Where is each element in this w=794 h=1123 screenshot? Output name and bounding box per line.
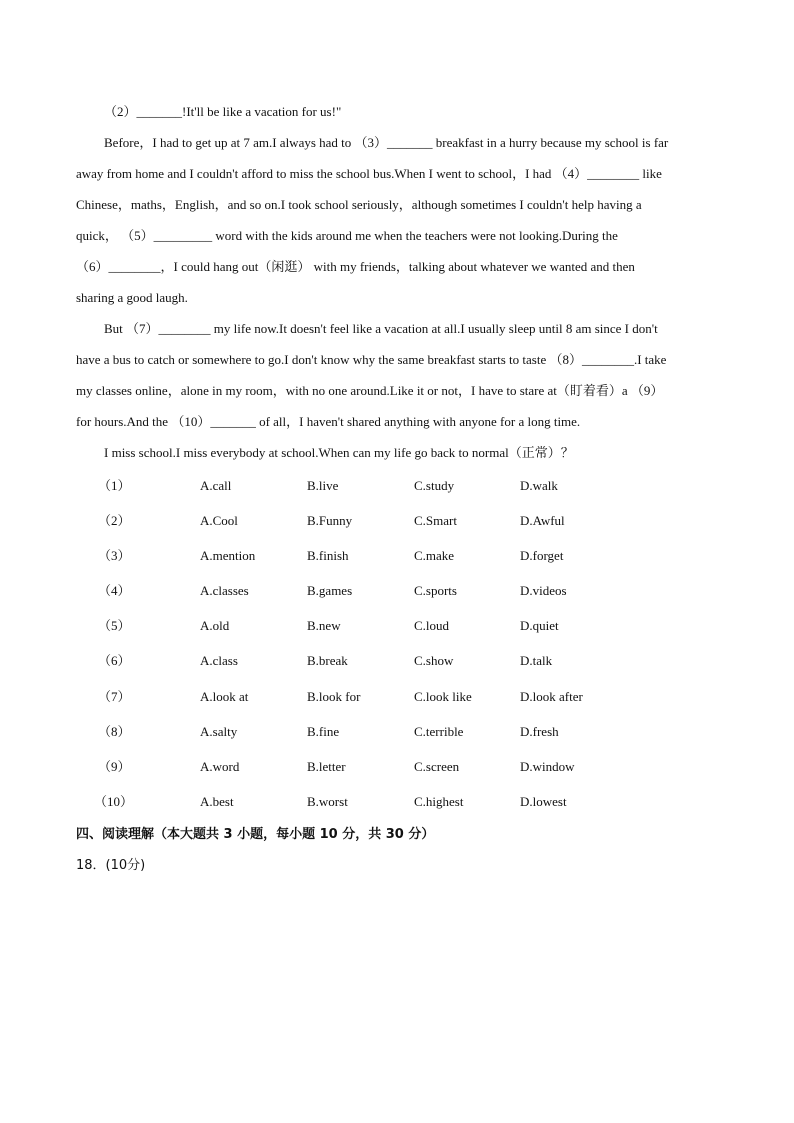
exam-page [76,96,719,881]
option-a[interactable]: A.word [200,758,240,774]
option-c[interactable]: C.study [414,478,455,493]
option-c[interactable]: C.sports [414,583,457,599]
passage-line: quick， （5）_________ word with the kids around me when the teachers were not looking.During the [76,228,618,243]
option-c[interactable]: C.Smart [414,513,457,529]
option-row [76,784,719,819]
passage-line: Chinese，maths，English，and so on.I took school seriously，although sometimes I couldn't help having a [76,197,642,212]
option-b[interactable]: B.fine [307,723,340,739]
question-number: （5） [98,618,131,634]
option-d[interactable]: D.walk [520,478,558,493]
option-a[interactable]: A.class [200,653,238,669]
option-d[interactable]: D.window [520,758,575,774]
option-c[interactable]: C.terrible [414,723,464,739]
passage-line: sharing a good laugh. [76,290,188,305]
passage-line: my classes online，alone in my room，with no one around.Like it or not，I have to stare at（盯着看）a （9） [76,383,664,398]
option-b[interactable]: B.break [307,653,348,669]
question-number: （9） [98,758,131,774]
option-d[interactable]: D.quiet [520,618,559,634]
passage-line: have a bus to catch or somewhere to go.I don't know why the same breakfast starts to taste （8）________.I take [76,352,667,367]
option-d[interactable]: D.videos [520,583,567,599]
option-row [76,679,719,714]
option-row [76,608,719,643]
option-b[interactable]: B.games [307,583,353,599]
option-d[interactable]: D.talk [520,653,553,669]
passage-line: Before，I had to get up at 7 am.I always had to （3）_______ breakfast in a hurry because my school is far [104,135,669,150]
option-row [76,538,719,573]
option-b[interactable]: B.Funny [307,513,353,529]
option-d[interactable]: D.fresh [520,723,559,739]
passage-line: away from home and I couldn't afford to miss the school bus.When I went to school，I had （4）________ like [76,166,662,181]
option-b[interactable]: B.worst [307,793,348,809]
option-d[interactable]: D.lowest [520,793,567,809]
option-row [76,573,719,608]
option-b[interactable]: B.finish [307,548,349,564]
passage-paragraph-1: （2）_______!It'll be like a vacation for us!" [104,104,342,119]
passage-paragraph-3 [76,313,719,437]
options-table [76,468,719,819]
option-row [76,714,719,749]
option-a[interactable]: A.Cool [200,513,238,529]
option-a[interactable]: A.salty [200,723,238,739]
option-c[interactable]: C.make [414,548,455,564]
option-row [76,643,719,678]
question-number: （8） [98,723,131,739]
option-row [76,749,719,784]
option-row [76,468,719,503]
option-c[interactable]: C.highest [414,793,464,809]
option-a[interactable]: A.old [200,618,230,634]
option-c[interactable]: C.loud [414,618,450,634]
option-row [76,503,719,538]
option-c[interactable]: C.screen [414,758,460,774]
option-b[interactable]: B.live [307,478,339,493]
option-a[interactable]: A.look at [200,688,249,704]
question-number: （4） [98,583,131,599]
option-c[interactable]: C.show [414,653,454,669]
option-d[interactable]: D.Awful [520,513,565,529]
passage-line: （6）________，I could hang out（闲逛） with my friends，talking about whatever we wanted and then [76,259,635,274]
option-c[interactable]: C.look like [414,688,472,704]
question-number: （10） [94,793,134,809]
option-d[interactable]: D.forget [520,548,564,564]
section-heading: 四、阅读理解（本大题共 3 小题，每小题 10 分，共 30 分） [76,826,435,842]
option-a[interactable]: A.best [200,793,234,809]
passage-line: But （7）________ my life now.It doesn't feel like a vacation at all.I usually sleep until 8 am since I don't [104,321,658,336]
passage-paragraph-2 [76,127,719,313]
question-number: （6） [98,653,131,669]
passage-line: for hours.And the （10）_______ of all，I haven't shared anything with anyone for a long time. [76,414,581,429]
option-d[interactable]: D.look after [520,688,583,704]
option-a[interactable]: A.mention [200,548,256,564]
question-number: （7） [98,688,131,704]
question-number: （1） [98,478,131,493]
passage-paragraph-4: I miss school.I miss everybody at school.When can my life go back to normal（正常）？ [104,445,574,460]
question-number-heading: 18．(10分) [76,857,146,873]
question-number: （3） [98,548,131,564]
option-b[interactable]: B.look for [307,688,361,704]
option-a[interactable]: A.call [200,478,232,493]
question-number: （2） [98,513,131,529]
option-a[interactable]: A.classes [200,583,249,599]
option-b[interactable]: B.letter [307,758,346,774]
option-b[interactable]: B.new [307,618,341,634]
